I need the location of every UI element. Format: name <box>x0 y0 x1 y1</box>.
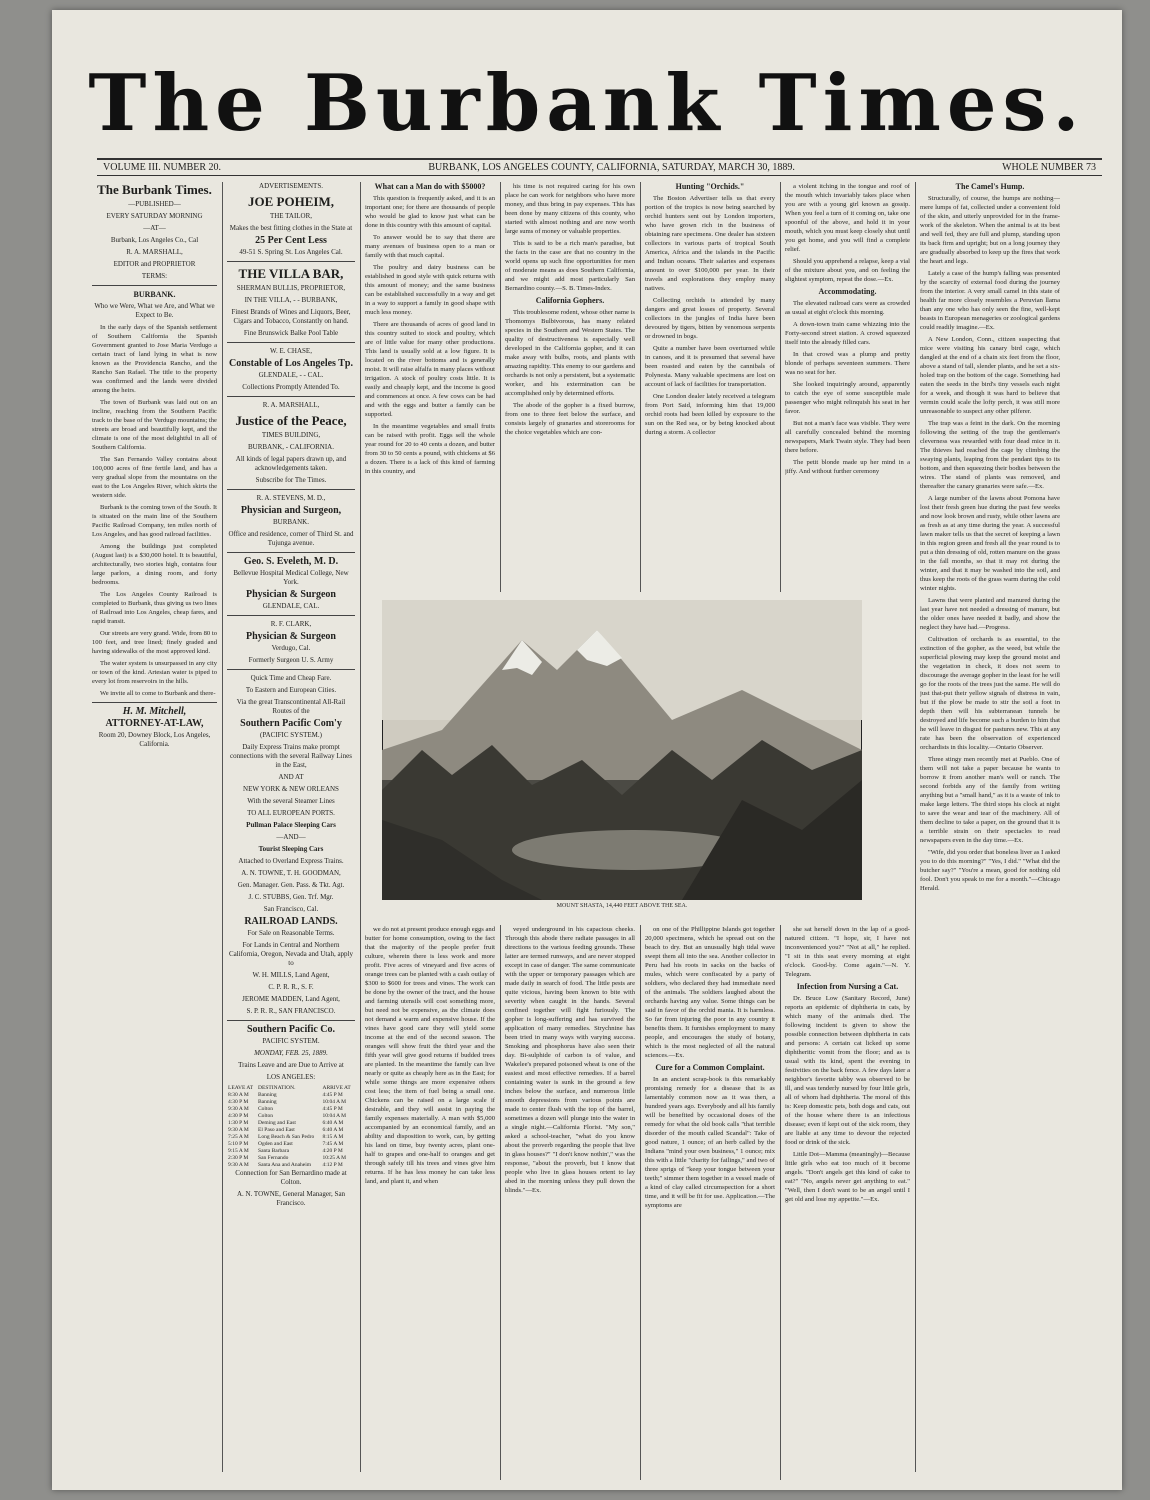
timetable-row <box>227 1148 355 1155</box>
ad-towne: A. N. TOWNE, T. H. GOODMAN, <box>241 869 341 877</box>
col4-lower-paragraph: veyed underground in his capacious cheeks. Through this abode there radiate passages in all directions to the various feeding grounds. These latter are termed runways, and are never stopped except in case of danger. The same communicate with the upper or temporary passages which are made daily in search of food. The little pests are quite vicious, having been known to bite with severity when caught in the hands. Several confined together will fight furiously. The gopher is long-suffering and has survived the application of many remedies. Strychnine has been tried in many ways with varying success. Smoking and phosphorus have also seen their day. Bi-sulphide of carbon is of value, and Wakelee's prepared poisoned wheat is one of the easiest and most effective remedies. If a barrel containing water is sunk in the ground a few inches below the surface, and numerous little smooth depressions from various points are made to center flush with the top of the barrel, sometimes a dozen will plunge into the water in a single night.—California Florist. "My son," asked a school-teacher, "what do you know about the proverb regarding the people that live in glass houses?" "I don't know nothin'," was the response, "about the proverb, but I know that people who live in glass houses ortent to lay abed in the morning unless they pull down the blinds."—Ex. <box>505 926 635 1194</box>
column-2-ads <box>227 182 355 1472</box>
ad-sp-ports: NEW YORK & NEW ORLEANS <box>243 785 339 793</box>
timetable-date: MONDAY, FEB. 25, 1889. <box>254 1049 328 1057</box>
column-5 <box>645 182 775 592</box>
masthead: The Burbank Times. <box>88 58 1086 149</box>
ad-eveleth-school: Bellevue Hospital Medical College, New York. <box>233 569 349 586</box>
timetable-cell: 8:15 A M <box>322 1134 344 1140</box>
col7-headline: The Camel's Hump. <box>955 182 1025 191</box>
attorney-name: H. M. Mitchell, <box>122 706 187 717</box>
timetable-trains: Trains Leave and are Due to Arrive at <box>238 1061 344 1069</box>
volume-number: VOLUME III. NUMBER 20. <box>103 162 222 173</box>
col5-lower-headline: Cure for a Common Complaint. <box>655 1063 765 1072</box>
col6-paragraph: In that crowd was a plump and pretty blonde of perhaps seventeen summers. There was no seat for her. <box>785 351 910 376</box>
ad-sp-name: Southern Pacific Com'y <box>240 718 342 729</box>
column-6 <box>785 182 910 592</box>
timetable-cell: 6:40 A M <box>322 1127 344 1133</box>
timetable-cell: 10:25 A M <box>322 1155 347 1161</box>
col6-paragraph: a violent itching in the tongue and roof of the mouth which invariably takes place when you are with a young girl known as gossip. When you feel a turn of it coming on, take one spoonful of the above, and hold it in your mouth, which you must keep closely shut until you get home, and you will find a complete relief. <box>785 183 910 253</box>
timetable-cell: 9:15 A M <box>228 1148 249 1154</box>
col6-paragraph: The petit blonde made up her mind in a jiffy. And without further ceremony <box>785 459 910 475</box>
ad-clark: R. F. CLARK, <box>270 620 312 628</box>
timetable-row <box>227 1120 355 1127</box>
col1-paragraph: The San Fernando Valley contains about 100,000 acres of fine fertile land, and has a very gradual slope from the mountains on the east to the Los Angeles River, which skirts the western side. <box>92 456 217 499</box>
timetable-cell: Banning <box>258 1092 277 1098</box>
ad-stubbs: J. C. STUBBS, Gen. Trf. Mgr. <box>248 893 334 901</box>
timetable-cell: 4:30 P M <box>228 1113 249 1119</box>
ad-sp-via: Via the great Transcontinental All-Rail Routes of the <box>236 698 346 715</box>
ad-marshall: R. A. MARSHALL, <box>262 401 320 409</box>
timetable-cell: 9:30 A M <box>228 1162 249 1168</box>
col4-headline: California Gophers. <box>535 296 605 305</box>
col6-paragraph: Should you apprehend a relapse, keep a vial of the mixture about you, and on feeling the slightest symptom, repeat the dose.—Ex. <box>785 258 910 283</box>
ad-sp-system: (PACIFIC SYSTEM.) <box>260 731 322 739</box>
ad-sp-pullman: Pullman Palace Sleeping Cars <box>246 821 336 829</box>
ad-sp-and-at: AND AT <box>278 773 304 781</box>
timetable-system: PACIFIC SYSTEM. <box>262 1037 320 1045</box>
col3-paragraph: The poultry and dairy business can be established in good style with quick returns with this amount of money; and the same business can be established successfully in a way and get in a way to support a family in good shape with much less money. <box>365 264 495 316</box>
col3-paragraph: To answer would be to say that there are many avenues of business open to a man or family with that much capital. <box>365 234 495 259</box>
col6-paragraph: A down-town train came whizzing into the Forty-second street station. A crowd squeezed itself into the already filled cars. <box>785 321 910 346</box>
timetable <box>227 1085 355 1169</box>
timetable-row <box>227 1155 355 1162</box>
attorney-title: ATTORNEY-AT-LAW, <box>105 718 204 729</box>
timetable-cell: 8:30 A M <box>228 1092 249 1098</box>
ad-tailor-sub: THE TAILOR, <box>269 212 313 220</box>
col6-lower-paragraph: she sat herself down in the lap of a good-natured citizen. "I hope, sir, I have not inconvenienced you?" "Not at all," he replied. "I sit in this seat every morning at eight o'clock. Good-by. Come again."—N. Y. Telegram. <box>785 926 910 978</box>
ad-stevens-town: BURBANK. <box>273 518 309 526</box>
col7-paragraph: Lawns that were planted and manured during the last year have not needed a dressing of manure, but the older ones have needed it badly, and show the neglect they have had.—Progress. <box>920 597 1060 631</box>
col5-lower-paragraph: In an ancient scrap-book is this remarkably promising remedy for a disease that is as lamentably common now as it was then, a hundred years ago. Everybody and all his family will be benefited by occasional doses of the remedy for what the old book calls "that terrible disorder of the mouth called Scandal": Take of good nature, 1 ounce; of an herb called by the Indians "mind your own business," 1 ounce; mix this with a little "charity for failings," and two of three sprigs of "keep your tongue between your teeth;" simmer them together in a vessel made of a kind of clay called circumspection for a short time, and it will be fit for use. Application.—The symptoms are <box>645 1076 775 1209</box>
ad-constable-note: Collections Promptly Attended To. <box>242 383 340 391</box>
newspaper-page <box>52 10 1122 1490</box>
ad-eveleth-title: Physician & Surgeon <box>245 589 336 600</box>
ad-sp-daily: Daily Express Trains make prompt connections with the several Railway Lines in the East, <box>230 743 352 769</box>
mount-shasta-engraving <box>382 600 862 900</box>
ad-constable: Constable of Los Angeles Tp. <box>228 358 353 369</box>
col3-headline: What can a Man do with $5000? <box>374 182 486 191</box>
timetable-cell: 2:30 P M <box>228 1155 249 1161</box>
timetable-row <box>227 1106 355 1113</box>
col7-paragraph: "Wife, did you order that boneless liver as I asked you to do this morning?" "Yes, I did." "What did the butcher say?" "You're a mean, good for nothing old fool. Don't you speak to me for a month."—Chicago Herald. <box>920 849 1060 892</box>
column-3 <box>365 182 495 592</box>
col5-paragraph: The Boston Advertiser tells us that every portion of the tropics is now being searched by orchid hunters sent out by London importers, who have grown rich in the business of obtaining rare specimens. One dealer has sixteen collectors in various parts of tropical South America, Africa and the islands in the Pacific and Indian oceans. Their salaries and expenses amount to over $100,000 per year. In their travels and explorations they employ many natives. <box>645 195 775 292</box>
col5-lower-paragraph: on one of the Phillippine Islands got together 20,000 specimens, which he spread out on the beach to dry. But an unusually high tidal wave swept them all into the sea. Another collector in Peru had his roots in sacks on the backs of mules, which were confiscated by a party of soldiers, who declared they had immediate need of the animals. The soldiers laughed about the orchards having any value. Some things can be said in favor of the orchid mania. It is harmless. So far from injuring the poor in any country it benefits them. It furnishes employment to many people, and encourages the study of botany, which is the most neglected of all the natural sciences.—Ex. <box>645 926 775 1059</box>
ad-tailor: JOE POHEIM, <box>248 194 334 209</box>
timetable-row <box>227 1127 355 1134</box>
ad-sp-euro: TO ALL EUROPEAN PORTS. <box>247 809 335 817</box>
column-6-lower <box>785 925 910 1480</box>
col3-paragraph: There are thousands of acres of good land in this country suited to stock and poultry, which are of little value for many other productions. This land is usually sold at a low figure. It is located on the river bottoms and is generally moist. It will raise alfalfa in many places without irrigation. A stock of poultry costs little. It is easily and cheaply kept, and the income is good and commences at once. A few cows can be had and with the eggs and butter a family can be supported. <box>365 321 495 418</box>
col1-paragraph: The town of Burbank was laid out on an incline, reaching from the Southern Pacific track to the base of the Verdugo mountains; the streets are broad and beautifully kept, and the climate is one of the most delightful in all of Southern California. <box>92 399 217 451</box>
timetable-cell: Santa Barbara <box>258 1148 290 1154</box>
ad-eveleth: Geo. S. Eveleth, M. D. <box>243 556 339 567</box>
col3-paragraph: In the meantime vegetables and small fruits can be raised with profit. Eggs sell the whole year round for 20 to 40 cents a dozen, and butter from 30 to 50 cents a pound, with chickens at $6 a dozen. There is a lack of this kind of farming in this country, and <box>365 423 495 475</box>
ad-justice-building: TIMES BUILDING, <box>261 431 321 439</box>
col6-paragraph: She looked inquiringly around, apparently to catch the eye of some susceptible male passenger who might relinquish his seat in her favor. <box>785 381 910 415</box>
ad-clark-title: Physician & Surgeon <box>245 631 336 642</box>
col3-paragraph: This question is frequently asked, and it is an important one; for there are thousands of people who would be glad to know just what can be done in this country with this amount of capital. <box>365 195 495 229</box>
ad-villa-location: IN THE VILLA, - - BURBANK, <box>244 296 338 304</box>
ad-justice-subscribe: Subscribe for The Times. <box>255 476 327 484</box>
ad-stevens: R. A. STEVENS, M. D., <box>256 494 326 502</box>
col7-paragraph: A New London, Conn., citizen suspecting that mice were visiting his canary bird cage, which dangled at the end of a chain six feet from the floor, above a stand of tall, slender plants, and he set a six-holed trap on the bottom of the cage. Something had eaten the seeds in the bird's tiny vessels each night for a week, and though it was hard to believe that vermin could scale the lofty perch, it was still more unreasonable to suspect any other pilferer. <box>920 336 1060 415</box>
ads-heading: ADVERTISEMENTS. <box>259 182 323 190</box>
column-4-lower <box>505 925 635 1480</box>
ad-justice-location: BURBANK, - CALIFORNIA. <box>248 443 334 451</box>
col6-lower-paragraph: Little Dot—Mamma (meaningly)—Because little girls who eat too much of it become angels. "Don't angels get this kind of cake to eat?" "No, angels never get anything to eat." "Well, then I don't want to be an angel until I get old and lose my appetite."—Ex. <box>785 1151 910 1203</box>
timetable-cell: 10:04 A M <box>322 1099 347 1105</box>
ad-rr-lands: RAILROAD LANDS. <box>244 916 338 927</box>
timetable-cell: Deming and East <box>258 1120 296 1126</box>
attorney-address: Room 20, Downey Block, Los Angeles, California. <box>98 731 211 748</box>
col1-schedule: EVERY SATURDAY MORNING <box>106 212 203 220</box>
dateline <box>97 158 1102 176</box>
ad-madden: JEROME MADDEN, Land Agent, <box>242 995 340 1003</box>
col6-paragraph: The elevated railroad cars were as crowded as usual at eight o'clock this morning. <box>785 300 910 316</box>
col5-paragraph: Collecting orchids is attended by many dangers and great losses of property. Several collectors in the jungles of India have been devoured by tigers, bitten by venomous serpents or drowned in bogs. <box>645 297 775 340</box>
timetable-cell: Ogden and East <box>258 1141 293 1147</box>
timetable-cell: Long Beach & San Pedro <box>258 1134 315 1140</box>
timetable-cell: Banning <box>258 1099 277 1105</box>
ad-chase: W. E. CHASE, <box>270 347 312 355</box>
timetable-cell: 6:40 A M <box>322 1120 344 1126</box>
col1-subhead: Who we Were, What we Are, and What we Expect to Be. <box>94 302 215 319</box>
timetable-cell: 7:25 A M <box>228 1134 249 1140</box>
timetable-cell: El Paso and East <box>258 1127 295 1133</box>
ad-eveleth-location: GLENDALE, CAL. <box>262 602 320 610</box>
ad-mills-co: C. P. R. R., S. F. <box>268 983 314 991</box>
timetable-cell: 4:45 P M <box>322 1092 343 1098</box>
timetable-note: Connection for San Bernardino made at Colton. <box>235 1169 347 1186</box>
ad-villa-owner: SHERMAN BULLIS, PROPRIETOR, <box>236 284 346 292</box>
col4-paragraph: The abode of the gopher is a fixed burrow, from one to three feet below the surface, and consists largely of granaries and storerooms for the choice vegetables which are con- <box>505 402 635 436</box>
timetable-cell: 10:04 A M <box>322 1113 347 1119</box>
col7-paragraph: Three stingy men recently met at Pueblo. One of them will not take a paper because he wants to borrow it from another man's well or ranch. The second forbids any of the family from writing anything but a "small hand," as it is a waste of ink to make large letters. The third stops his clock at night to save the wear and tear of the machinery. All of them decline to take a paper, on the ground that it is a terrible strain on their spectacles to read newspapers even in the day time.—Ex. <box>920 756 1060 844</box>
col5-headline: Hunting "Orchids." <box>675 182 745 191</box>
timetable-cell: 7:45 A M <box>322 1141 344 1147</box>
col1-paragraph: We invite all to come to Burbank and there- <box>100 690 216 697</box>
col1-terms: TERMS: <box>141 272 168 280</box>
timetable-row <box>227 1113 355 1120</box>
timetable-cell: 4:20 P M <box>322 1148 343 1154</box>
ad-justice-note: All kinds of legal papers drawn up, and acknowledgements taken. <box>235 455 347 472</box>
ad-towne-title: Gen. Manager. Gen. Pass. & Tkt. Agt. <box>237 881 345 889</box>
timetable-signature: A. N. TOWNE, General Manager, San Francisco. <box>236 1190 346 1207</box>
col4-paragraph: This troublesome rodent, whose other name is Thomomys Bulbivorous, has many related species in the Southern and Western States. The quality of destructiveness is especially well developed in the California gopher, and it can make away with bulbs, roots, and plants with amazing rapidity. This enemy to our gardens and orchards is not only a persistent, but a systematic worker, and his extermination can be accomplished only by determined efforts. <box>505 309 635 397</box>
col1-paragraph: The Los Angeles County Railroad is completed to Burbank, thus giving us two lines of Railroad into Los Angeles, cheap fares, and rapid transit. <box>92 591 217 625</box>
ad-tailor-address: 49-51 S. Spring St. Los Angeles Cal. <box>239 248 343 256</box>
timetable-title: Southern Pacific Co. <box>246 1024 336 1035</box>
col1-paragraph: Burbank is the coming town of the South. It is situated on the main line of the Southern Pacific Railroad Company, ten miles north of Los Angeles, and has good railroad facilities. <box>92 504 217 538</box>
col6-paragraph: But not a man's face was visible. They were all carefully concealed behind the morning newspapers, Mark Twain style. They had been there before. <box>785 420 910 454</box>
timetable-la: LOS ANGELES: <box>266 1073 316 1081</box>
ad-constable-location: GLENDALE, - - CAL. <box>258 371 324 379</box>
column-4 <box>505 182 635 592</box>
col3-lower-paragraph: we do not at present produce enough eggs and butter for home consumption, owing to the fact that the majority of the people prefer fruit culture, wherein there is less work and more profit. Five acres of vineyard and five acres of orange trees can be planted with a cash outlay of $300 to $600 for trees and vines. The work can be done by the owner of the tract, and the house and farming utensils will cost something more, but need not be expensive, as the climate does not demand a warm and expensive house. If the vines have good care they will yield some income at the end of the second season. The oranges will show fruit the third year and the fifth year will give good returns if budded trees are planted. In the meantime the family can live nearly or quite as cheaply here as in the East; for while some things are more expensive others cost less; the item of fuel being a small one. Chickens can be raised on a large scale if desirable, and they will assist in paying the family expenses materially. A man with $5,000 accompanied by an economical family, and an ability and disposition to work, can, by getting his land on time, buy twenty acres, plant one-half to grapes and one-half to oranges and get through safely till his trees and vines give him returns. If he has less money he can take less land, and plant it, and when <box>365 926 495 1185</box>
ad-tailor-note: Makes the best fitting clothes in the State at <box>229 224 353 232</box>
col6-headline: Accommodating. <box>818 287 877 296</box>
timetable-cell: 9:30 A M <box>228 1106 249 1112</box>
ad-sp-and: —AND— <box>276 833 306 841</box>
col7-paragraph: Structurally, of course, the humps are nothing—mere lumps of fat, collected under a convenient fold of the skin, and utterly unprovided for in the frame-work of the skeleton. When the animal is at its best and well fed, they are full and plump, standing upon its back firm and upright; but on a long journey they are gradually absorbed to keep up the fires that work the heart and legs. <box>920 195 1060 265</box>
col1-at: —AT— <box>143 224 166 232</box>
ad-sp-attached: Attached to Overland Express Trains. <box>238 857 344 865</box>
timetable-header: LEAVE AT <box>228 1085 254 1091</box>
col1-role: EDITOR and PROPRIETOR <box>113 260 196 268</box>
col7-paragraph: The trap was a feint in the dark. On the morning following the setting of the trap the gentleman's cleverness was rewarded with four dead mice in it. The thieves had reached the cage by climbing the swaying plants, leaping from the pendant tips to its bottom, and then squeezing their bodies between the wires. The stand of plants was removed, and thereafter the canary granaries were safe.—Ex. <box>920 420 1060 490</box>
timetable-cell: 9:30 A M <box>228 1127 249 1133</box>
timetable-header: ARRIVE AT <box>322 1085 351 1091</box>
ad-tailor-offer: 25 Per Cent Less <box>255 235 327 246</box>
col5-paragraph: Quite a number have been overturned while in canoes, and it is presumed that several have been roasted and eaten by the cannibals of Polynesia. Many valuable specimens are lost on account of lack of facilities for transportation. <box>645 345 775 388</box>
col1-paragraph: In the early days of the Spanish settlement of Southern California the Spanish Government granted to Jose Maria Verdugo a certain tract of land lying in what is now known as the Providencia Rancho, and the Rancho San Rafael. The title to the property was confirmed and the lands were divided among the heirs. <box>92 324 217 394</box>
col6-lower-paragraph: Dr. Bruce Low (Sanitary Record, June) reports an epidemic of diphtheria in cats, by which many of the animals died. The following incident is given to show the possible connection between diphtheria in cats and persons: A certain cat licked up some diphtheritic vomit from the floor; and as is usual with its kind, spent the evening in festivities on the back fence. A few days later a neighbor's favorite tabby was observed to be ill, and was tenderly nursed by four little girls, all of whom had diphtheria. The moral of this is: Keep domestic pets, both dogs and cats, out of the house where there is an infectious disease; even if kept out of the sick room, they are liable at any time to devour the rejected food or drink of the sick. <box>785 995 910 1146</box>
ad-rr-sale: For Sale on Reasonable Terms. <box>247 929 335 937</box>
whole-number: WHOLE NUMBER 73 <box>1002 162 1096 173</box>
timetable-cell: San Fernando <box>258 1155 289 1161</box>
col1-paragraph: Among the buildings just completed (August last) is a $30,000 hotel. It is beautiful, architecturally, two stories high, contains four large parlors, a dining room, and forty bedrooms. <box>92 543 217 586</box>
col4-paragraph: This is said to be a rich man's paradise, but the facts in the case are that no country in the world opens up such fine opportunities for men of moderate means as does Southern California, and we might add most particularly San Bernardino county.—S. B. Times-Index. <box>505 240 635 292</box>
col1-paragraph: The water system is unsurpassed in any city or town of the kind. Artesian water is piped to every lot from reservoirs in the hills. <box>92 660 217 685</box>
ad-sp-quick: Quick Time and Cheap Fare. <box>250 674 332 682</box>
column-1 <box>92 182 217 1472</box>
engraving-caption: MOUNT SHASTA, 14,440 FEET ABOVE THE SEA. <box>556 903 688 909</box>
col4-paragraph: his time is not required caring for his own place he can work for neighbors who have more money, and thus bring in pay expenses. This has been done by many citizens of this county, who started with almost nothing and are now worth large sums of money or valuable properties. <box>505 183 635 235</box>
ad-clark-location: Verdugo, Cal. <box>271 644 311 652</box>
ad-rr-states: For Lands in Central and Northern California, Oregon, Nevada and Utah, apply to <box>228 941 353 967</box>
ad-villa-tables: Fine Brunswick Balke Pool Table <box>243 329 339 337</box>
column-7 <box>920 182 1060 1472</box>
timetable-row <box>227 1134 355 1141</box>
timetable-cell: 1:30 P M <box>228 1120 249 1126</box>
col1-editor: R. A. MARSHALL, <box>126 248 183 256</box>
ad-sp-to: To Eastern and European Cities. <box>245 686 337 694</box>
place-date: BURBANK, LOS ANGELES COUNTY, CALIFORNIA, SATURDAY, MARCH 30, 1889. <box>428 162 795 173</box>
ad-sp-steamer: With the several Steamer Lines <box>247 797 335 805</box>
ad-stevens-address: Office and residence, corner of Third St. and Tujunga avenue. <box>228 530 354 547</box>
timetable-cell: 4:45 P M <box>322 1106 343 1112</box>
timetable-header: DESTINATION. <box>258 1085 296 1091</box>
ad-clark-note: Formerly Surgeon U. S. Army <box>248 656 334 664</box>
ad-justice: Justice of the Peace, <box>235 413 347 428</box>
ad-sf: San Francisco, Cal. <box>263 905 319 913</box>
col1-section: BURBANK. <box>133 290 176 299</box>
column-3-lower <box>365 925 495 1480</box>
timetable-row <box>227 1162 355 1169</box>
col1-title: The Burbank Times. <box>97 182 212 197</box>
col7-paragraph: A large number of the lawns about Pomona have lost their fresh green hue during the past few weeks and now look brown and rusty, while other lawns are as fresh as at any time during the year. A successful lawn maker tells us that the secret of keeping a lawn in this region green and fresh all the year round is to put a thin dressing of old, rotten manure on the grass in the fall months, so that it may rot during the winter, and that it may be washed into the soil, and thus keep the roots of the grass warm during the cold winter nights. <box>920 495 1060 592</box>
timetable-row <box>227 1092 355 1099</box>
col5-paragraph: One London dealer lately received a telegram from Port Said, informing him that 19,000 orchid roots had been killed by exposure to the sun on the Red sea, or by being knocked about during a storm. A collector <box>645 393 775 436</box>
col1-published: —PUBLISHED— <box>128 200 181 208</box>
timetable-cell: Colton <box>258 1106 273 1112</box>
column-5-lower <box>645 925 775 1480</box>
timetable-row <box>227 1099 355 1106</box>
timetable-cell: Colton <box>258 1113 273 1119</box>
col7-paragraph: Cultivation of orchards is as essential, to the extinction of the gopher, as the weed, but while the superficial plowing may keep the ground moist and the vegetation in check, it does not seem to discourage the average gopher in the least for he will go for the roots of the trees just the same. He will do just that-put their yellow signals of distress in vain, but if the plow be made to stir the soil a foot in depth then will his subterranean tunnels be destroyed and life become such a burden to him that he will leave in disgust for pastures new. This at any rate has been the observation of experienced orchardists in this locality.—Ontario Observer. <box>920 636 1060 751</box>
ad-stevens-title: Physician and Surgeon, <box>240 505 342 516</box>
timetable-cell: Santa Ana and Anaheim <box>258 1162 312 1168</box>
timetable-cell: 4:12 P M <box>322 1162 343 1168</box>
ad-villa-note: Finest Brands of Wines and Liquors, Beer, Cigars and Tobacco, Constantly on hand. <box>231 308 351 325</box>
timetable-row <box>227 1141 355 1148</box>
ad-sp-tourist: Tourist Sleeping Cars <box>258 845 324 853</box>
ad-mills: W. H. MILLS, Land Agent, <box>252 971 330 979</box>
col1-paragraph: Our streets are very grand. Wide, from 80 to 100 feet, and tree lined; finely graded and having sidewalks of the most approved kind. <box>92 630 217 655</box>
ad-madden-co: S. P. R. R., SAN FRANCISCO. <box>246 1007 336 1015</box>
timetable-cell: 4:30 P M <box>228 1099 249 1105</box>
col6-lower-headline: Infection from Nursing a Cat. <box>796 982 899 991</box>
ad-villa-bar: THE VILLA BAR, <box>238 266 344 281</box>
col7-paragraph: Lately a case of the hump's falling was presented by the scarcity of external food during the journey from the interior. A very small camel in this state of health far more closely resembles a Peruvian llama than any one who has only seen the fine, well-kept beasts in European menageries or zoological gardens could readily imagine.—Ex. <box>920 270 1060 331</box>
timetable-cell: 5:10 P M <box>228 1141 249 1147</box>
col1-place: Burbank, Los Angeles Co., Cal <box>110 236 199 244</box>
